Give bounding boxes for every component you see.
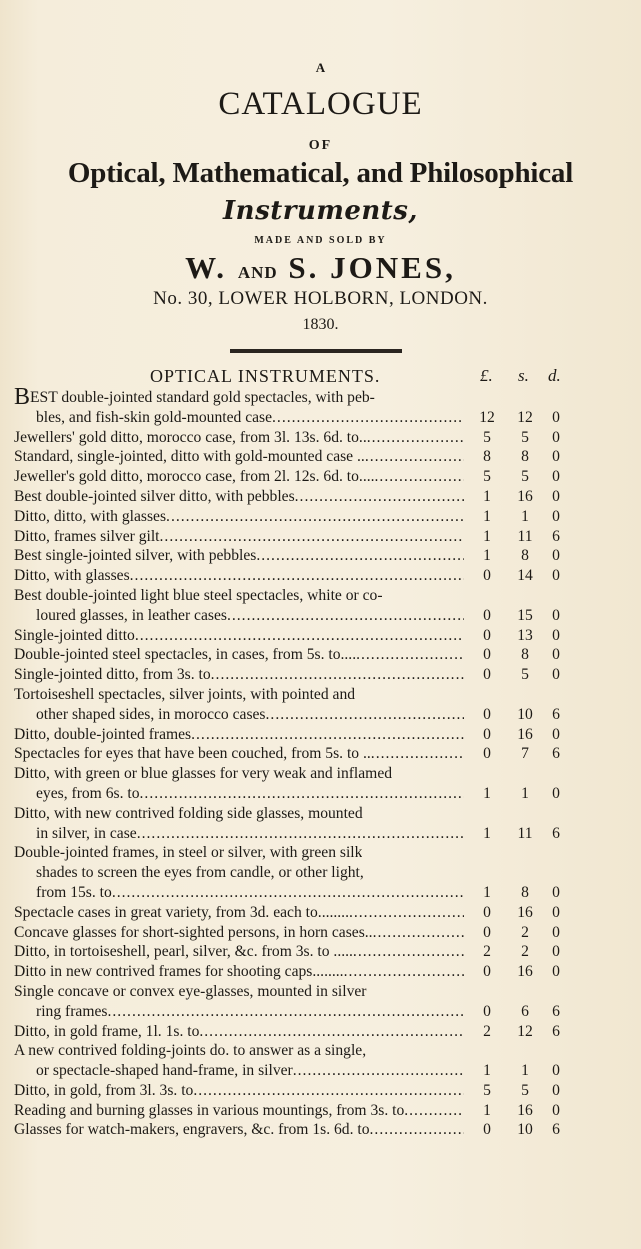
entry-text: Single concave or convex eye-glasses, mounted in silver <box>14 982 367 1000</box>
dot-leader <box>211 665 464 685</box>
price-shillings: 12 <box>517 408 533 426</box>
price-pence: 0 <box>552 408 560 426</box>
entry-text: Ditto, with new contrived folding side glasses, mounted <box>14 804 363 822</box>
price-shillings: 16 <box>517 903 533 921</box>
price-shillings: 5 <box>521 468 529 486</box>
price-pounds: 1 <box>483 487 491 505</box>
column-pence-header: d. <box>548 366 561 385</box>
entry-text: Double-jointed steel spectacles, in cases, from 5s. to.... <box>14 646 357 664</box>
entry-text: from 15s. to <box>36 883 112 901</box>
dot-leader <box>404 1101 464 1121</box>
price-pounds: 5 <box>483 468 491 486</box>
entry-text: Single-jointed ditto <box>14 626 135 644</box>
entry-text: in silver, in case <box>36 824 137 842</box>
price-pounds: 0 <box>483 963 491 981</box>
heading-article: A <box>315 60 326 75</box>
entry-text: Ditto, with green or blue glasses for very weak and inflamed <box>14 765 393 783</box>
entry-line <box>14 863 624 883</box>
dot-leader <box>272 408 464 428</box>
price-pence: 0 <box>552 507 560 525</box>
price-pence: 6 <box>552 745 560 763</box>
drop-cap: B <box>14 384 31 410</box>
price-shillings: 8 <box>521 448 529 466</box>
price-pounds: 1 <box>483 507 491 525</box>
price-shillings: 6 <box>521 1002 529 1020</box>
entry-text: loured glasses, in leather cases <box>36 606 227 624</box>
price-pence: 0 <box>552 666 560 684</box>
price-pounds: 0 <box>483 923 491 941</box>
price-shillings: 16 <box>517 725 533 743</box>
dot-leader <box>353 942 464 962</box>
entry-text: Glasses for watch-makers, engravers, &c. from 1s. 6d. to <box>14 1121 370 1139</box>
catalogue-entry <box>14 903 624 923</box>
dot-leader <box>137 824 464 844</box>
price-pounds: 1 <box>483 824 491 842</box>
entry-price <box>464 725 624 745</box>
catalogue-entry <box>14 645 624 665</box>
price-pence: 0 <box>552 725 560 743</box>
entry-price <box>464 962 624 982</box>
entry-text: Ditto, with glasses <box>14 567 130 585</box>
catalogue-entry <box>14 725 624 745</box>
column-shillings-header: s. <box>518 366 529 385</box>
price-shillings: 13 <box>517 626 533 644</box>
entry-price <box>464 428 624 448</box>
dot-leader <box>293 1061 464 1081</box>
price-pounds: 0 <box>483 606 491 624</box>
price-pence: 6 <box>552 824 560 842</box>
catalogue-entry <box>14 527 624 547</box>
price-shillings: 16 <box>517 1101 533 1119</box>
catalogue-entry <box>14 428 624 448</box>
dot-leader <box>160 527 464 547</box>
catalogue-entry <box>14 467 624 487</box>
price-pence: 0 <box>552 468 560 486</box>
price-pounds: 5 <box>483 428 491 446</box>
entry-price <box>464 1022 624 1042</box>
catalogue-entry <box>14 804 624 844</box>
price-shillings: 7 <box>521 745 529 763</box>
dot-leader <box>166 507 464 527</box>
entry-price <box>464 527 624 547</box>
made-and-sold-by: MADE AND SOLD BY <box>254 235 387 246</box>
entry-price <box>464 566 624 586</box>
firm-name <box>0 250 641 286</box>
dot-leader <box>112 883 464 903</box>
price-shillings: 14 <box>517 567 533 585</box>
entry-price <box>464 546 624 566</box>
entry-price <box>464 705 624 725</box>
dot-leader <box>191 725 464 745</box>
price-pence: 0 <box>552 903 560 921</box>
entry-text: Ditto, in gold, from 3l. 3s. to <box>14 1081 194 1099</box>
entry-price <box>464 1101 624 1121</box>
entry-price <box>464 903 624 923</box>
price-shillings: 16 <box>517 487 533 505</box>
price-shillings: 10 <box>517 1121 533 1139</box>
entry-price <box>464 1061 624 1081</box>
price-pence: 0 <box>552 448 560 466</box>
entry-text: ring frames <box>36 1002 108 1020</box>
entry-text: Best double-jointed silver ditto, with pebbles <box>14 487 295 505</box>
price-shillings: 5 <box>521 428 529 446</box>
section-title: OPTICAL INSTRUMENTS. <box>150 366 381 386</box>
price-pence: 0 <box>552 784 560 802</box>
entry-text: Ditto, in tortoiseshell, pearl, silver, &c. from 3s. to ..... <box>14 943 353 961</box>
entry-line <box>14 1041 624 1061</box>
entry-text: Spectacle cases in great variety, from 3d. each to........ <box>14 903 349 921</box>
price-pounds: 1 <box>483 547 491 565</box>
catalogue-entry <box>14 447 624 467</box>
price-pounds: 0 <box>483 1121 491 1139</box>
price-pence: 6 <box>552 705 560 723</box>
entry-text: Best double-jointed light blue steel spectacles, white or co- <box>14 586 383 604</box>
price-shillings: 8 <box>521 646 529 664</box>
dot-leader <box>107 1002 464 1022</box>
heading-subject: Optical, Mathematical, and Philosophical <box>67 157 574 189</box>
entry-price <box>464 942 624 962</box>
dot-leader <box>193 1081 464 1101</box>
entry-price <box>464 784 624 804</box>
entry-text: Double-jointed frames, in steel or silver, with green silk <box>14 844 363 862</box>
entry-text: Spectacles for eyes that have been couched, from 5s. to .. <box>14 745 371 763</box>
entry-line <box>14 843 624 863</box>
entry-text: Jewellers' gold ditto, morocco case, from 3l. 13s. 6d. to.. <box>14 428 367 446</box>
entry-line <box>14 384 624 410</box>
price-pounds: 0 <box>483 725 491 743</box>
price-shillings: 11 <box>517 527 533 545</box>
entry-price <box>464 447 624 467</box>
price-pence: 0 <box>552 626 560 644</box>
dot-leader <box>256 546 464 566</box>
entry-price <box>464 1002 624 1022</box>
entry-line <box>14 764 624 784</box>
entry-text: A new contrived folding-joints do. to answer as a single, <box>14 1042 367 1060</box>
entry-price <box>464 744 624 764</box>
entry-text: eyes, from 6s. to <box>36 784 140 802</box>
entry-text: shades to screen the eyes from candle, or other light, <box>36 864 364 882</box>
price-pounds: 2 <box>483 1022 491 1040</box>
price-pounds: 1 <box>483 1101 491 1119</box>
price-pence: 6 <box>552 527 560 545</box>
dot-leader <box>135 626 464 646</box>
catalogue-entry <box>14 626 624 646</box>
firm-initial-w: W. <box>185 250 228 285</box>
price-pence: 0 <box>552 1101 560 1119</box>
price-pence: 0 <box>552 567 560 585</box>
catalogue-entry <box>14 1041 624 1081</box>
dot-leader <box>365 447 464 467</box>
entry-price <box>464 645 624 665</box>
dot-leader <box>371 744 464 764</box>
catalogue-entry <box>14 982 624 1022</box>
entry-line <box>14 586 624 606</box>
catalogue-entry <box>14 665 624 685</box>
dot-leader <box>349 903 464 923</box>
price-pence: 0 <box>552 428 560 446</box>
price-pounds: 12 <box>479 408 495 426</box>
catalogue-entry <box>14 384 624 428</box>
price-shillings: 2 <box>521 923 529 941</box>
price-pounds: 1 <box>483 883 491 901</box>
catalogue-entry <box>14 962 624 982</box>
price-pence: 0 <box>552 606 560 624</box>
entry-line <box>14 685 624 705</box>
entry-line <box>14 982 624 1002</box>
price-pence: 0 <box>552 923 560 941</box>
price-shillings: 12 <box>517 1022 533 1040</box>
heading-of: OF <box>308 138 333 153</box>
price-shillings: 16 <box>517 963 533 981</box>
price-shillings: 10 <box>517 705 533 723</box>
price-shillings: 1 <box>521 784 529 802</box>
entry-text: or spectacle-shaped hand-frame, in silver <box>36 1062 293 1080</box>
price-pounds: 0 <box>483 646 491 664</box>
entry-text: Ditto, in gold frame, 1l. 1s. to <box>14 1022 200 1040</box>
dot-leader <box>199 1022 464 1042</box>
firm-address: No. 30, LOWER HOLBORN, LONDON. <box>153 288 488 309</box>
dot-leader <box>344 962 464 982</box>
price-pence: 0 <box>552 1062 560 1080</box>
entry-text: bles, and fish-skin gold-mounted case <box>36 408 273 426</box>
entry-price <box>464 923 624 943</box>
price-pounds: 0 <box>483 705 491 723</box>
price-pence: 0 <box>552 547 560 565</box>
price-shillings: 5 <box>521 1081 529 1099</box>
price-pounds: 0 <box>483 626 491 644</box>
entry-text: EST double-jointed standard gold spectacles, with peb- <box>30 389 375 406</box>
entry-text: Ditto, double-jointed frames <box>14 725 192 743</box>
price-shillings: 5 <box>521 666 529 684</box>
dot-leader <box>227 606 464 626</box>
price-pounds: 0 <box>483 666 491 684</box>
price-shillings: 8 <box>521 547 529 565</box>
entry-line <box>14 804 624 824</box>
price-pounds: 0 <box>483 745 491 763</box>
price-pounds: 0 <box>483 1002 491 1020</box>
entry-text: Jeweller's gold ditto, morocco case, from 2l. 12s. 6d. to.... <box>14 468 375 486</box>
entry-text: Reading and burning glasses in various mountings, from 3s. to <box>14 1101 405 1119</box>
entry-price <box>464 507 624 527</box>
price-pence: 0 <box>552 883 560 901</box>
catalogue-entry <box>14 1101 624 1121</box>
catalogue-entry <box>14 744 624 764</box>
catalogue-entry <box>14 1022 624 1042</box>
price-shillings: 8 <box>521 883 529 901</box>
price-shillings: 2 <box>521 943 529 961</box>
entry-text: Concave glasses for short-sighted persons, in horn cases.. <box>14 923 373 941</box>
catalogue-entry <box>14 1120 624 1140</box>
entry-price <box>464 1081 624 1101</box>
price-pounds: 1 <box>483 784 491 802</box>
price-list <box>14 384 624 1140</box>
price-pence: 6 <box>552 1002 560 1020</box>
dot-leader <box>356 645 464 665</box>
price-pence: 6 <box>552 1121 560 1139</box>
price-pence: 0 <box>552 943 560 961</box>
price-pence: 6 <box>552 1022 560 1040</box>
column-pounds-header: £. <box>480 366 493 385</box>
firm-initial-s-jones: S. JONES, <box>288 250 456 285</box>
entry-price <box>464 1120 624 1140</box>
price-pounds: 8 <box>483 448 491 466</box>
entry-price <box>464 487 624 507</box>
catalogue-entry <box>14 764 624 804</box>
entry-text: Ditto, frames silver gilt <box>14 527 160 545</box>
catalogue-entry <box>14 586 624 626</box>
catalogue-entry <box>14 507 624 527</box>
price-pounds: 0 <box>483 903 491 921</box>
dot-leader <box>140 784 464 804</box>
price-pounds: 1 <box>483 1062 491 1080</box>
dot-leader <box>266 705 464 725</box>
price-pounds: 1 <box>483 527 491 545</box>
entry-price <box>464 883 624 903</box>
catalogue-entry <box>14 685 624 725</box>
dot-leader <box>375 467 464 487</box>
catalogue-entry <box>14 843 624 902</box>
entry-text: Standard, single-jointed, ditto with gold-mounted case .. <box>14 448 365 466</box>
catalogue-entry <box>14 566 624 586</box>
entry-price <box>464 408 624 428</box>
dot-leader <box>295 487 464 507</box>
catalogue-entry <box>14 546 624 566</box>
heading-instruments: Instruments, <box>223 196 418 226</box>
dot-leader <box>367 428 464 448</box>
dot-leader <box>130 566 464 586</box>
entry-price <box>464 824 624 844</box>
firm-and: AND <box>237 263 278 282</box>
heading-catalogue: CATALOGUE <box>218 86 423 122</box>
catalogue-entry <box>14 942 624 962</box>
entry-price <box>464 626 624 646</box>
price-pounds: 0 <box>483 567 491 585</box>
price-shillings: 11 <box>517 824 533 842</box>
catalogue-entry <box>14 487 624 507</box>
entry-text: other shaped sides, in morocco cases <box>36 705 266 723</box>
price-pence: 0 <box>552 1081 560 1099</box>
dot-leader <box>373 923 464 943</box>
price-pounds: 2 <box>483 943 491 961</box>
entry-text: Best single-jointed silver, with pebbles <box>14 547 257 565</box>
entry-text: Single-jointed ditto, from 3s. to <box>14 666 211 684</box>
catalogue-entry <box>14 923 624 943</box>
catalogue-entry <box>14 1081 624 1101</box>
price-shillings: 1 <box>521 507 529 525</box>
entry-text: Tortoiseshell spectacles, silver joints, with pointed and <box>14 685 356 703</box>
entry-price <box>464 665 624 685</box>
price-pence: 0 <box>552 487 560 505</box>
entry-price <box>464 606 624 626</box>
heading-rule <box>230 349 402 353</box>
entry-price <box>464 467 624 487</box>
entry-text: Ditto, ditto, with glasses <box>14 507 167 525</box>
price-shillings: 1 <box>521 1062 529 1080</box>
price-shillings: 15 <box>517 606 533 624</box>
price-pounds: 5 <box>483 1081 491 1099</box>
publication-year: 1830. <box>302 316 339 333</box>
entry-text: Ditto in new contrived frames for shooting caps........ <box>14 963 344 981</box>
price-pence: 0 <box>552 963 560 981</box>
dot-leader <box>370 1120 464 1140</box>
price-pence: 0 <box>552 646 560 664</box>
